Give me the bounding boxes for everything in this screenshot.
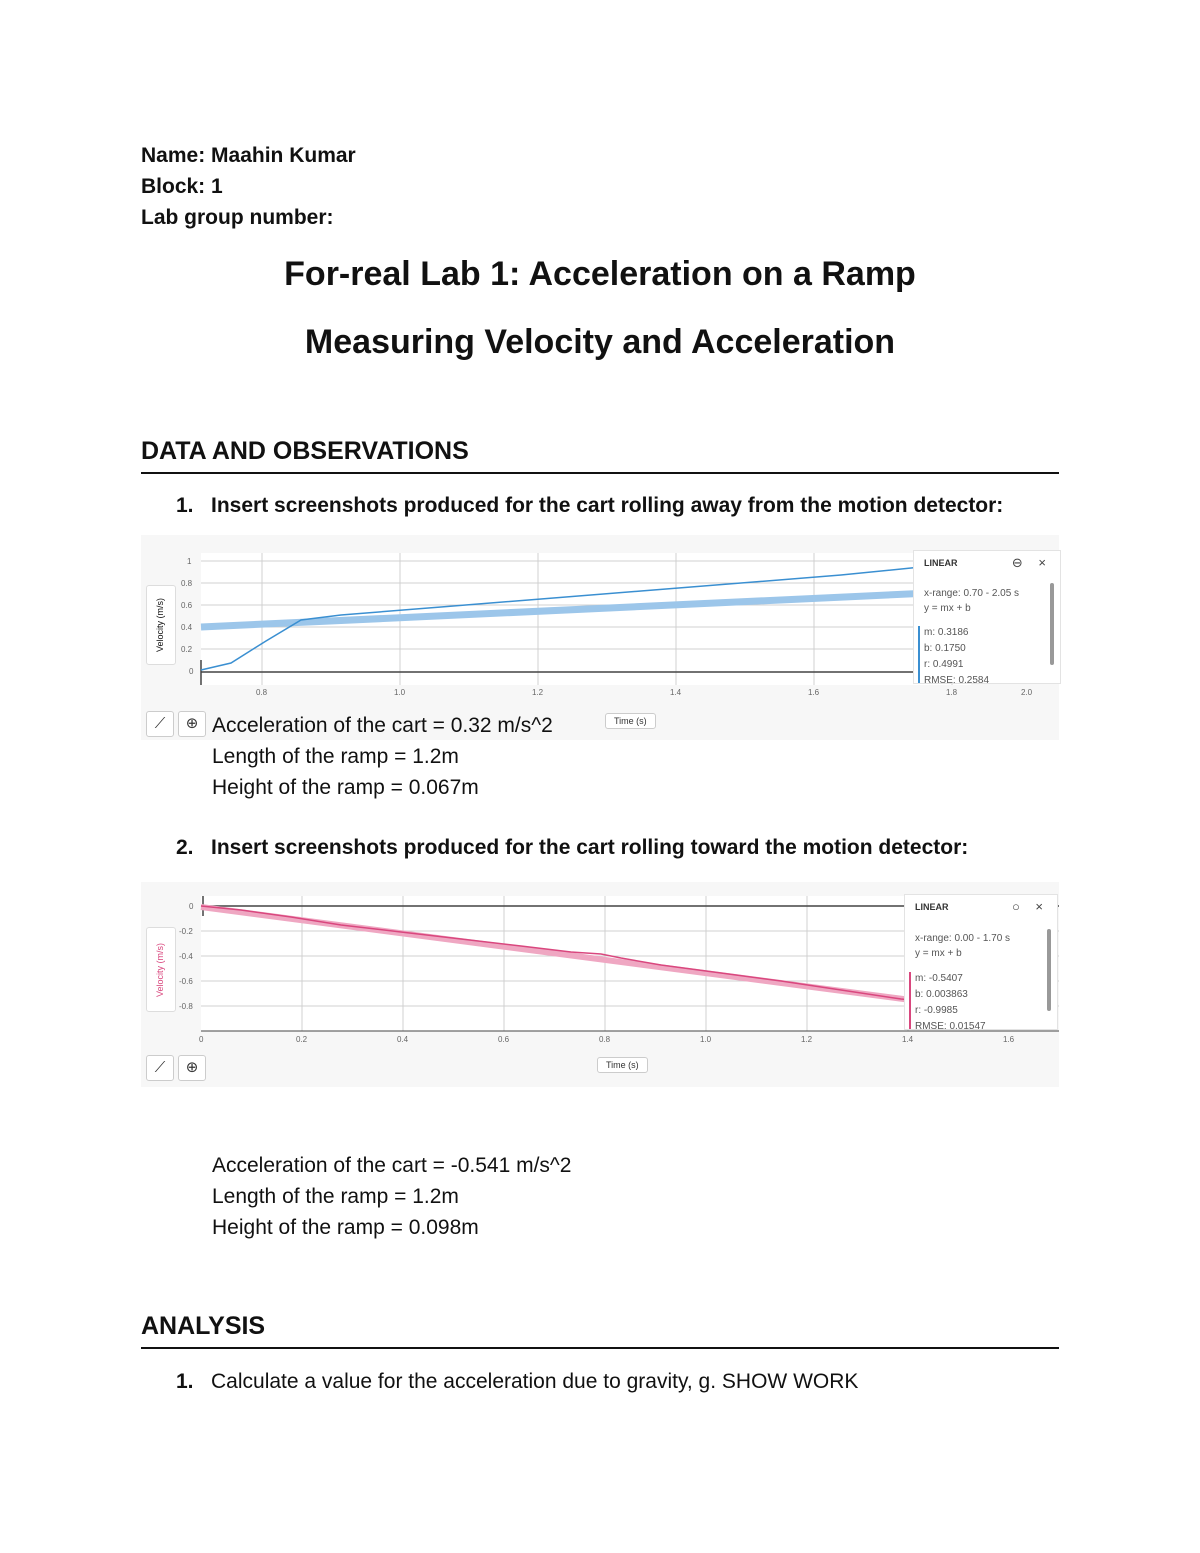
x-tick: 1.0 <box>700 1035 712 1044</box>
lab-subtitle: Measuring Velocity and Acceleration <box>304 323 896 361</box>
fit-slope: m: -0.5407 <box>915 973 963 984</box>
y-tick: -0.4 <box>179 952 193 961</box>
y-tick: 1 <box>187 557 192 566</box>
x-tick: 0 <box>199 1035 204 1044</box>
graph-tool-icon[interactable]: ⟋ <box>146 1055 174 1081</box>
fit-intercept: b: 0.003863 <box>915 989 968 1000</box>
graph-tool-icon[interactable]: ⟋ <box>146 711 174 737</box>
y-tick: -0.8 <box>179 1002 193 1011</box>
fit-equation: y = mx + b <box>915 948 962 959</box>
x-axis-label-button[interactable]: Time (s) <box>605 713 656 729</box>
analysis-question-1-text: Calculate a value for the acceleration due to gravity, g. SHOW WORK <box>211 1370 859 1393</box>
x-tick: 2.0 <box>1021 688 1033 697</box>
x-tick: 1.0 <box>394 688 406 697</box>
x-tick: 1.4 <box>670 688 682 697</box>
away-acceleration: Acceleration of the cart = 0.32 m/s^2 <box>212 714 553 737</box>
toward-results <box>212 1150 571 1243</box>
question-1-text: Insert screenshots produced for the cart rolling away from the motion detector: <box>211 494 1004 517</box>
x-tick: 1.2 <box>532 688 544 697</box>
fit-panel-title: LINEAR <box>915 902 949 912</box>
away-ramp-length: Length of the ramp = 1.2m <box>212 745 459 768</box>
y-tick: 0.4 <box>181 623 193 632</box>
section-data-observations: DATA AND OBSERVATIONS <box>141 437 1059 474</box>
student-name: Name: Maahin Kumar <box>141 144 356 167</box>
x-axis-label-button[interactable]: Time (s) <box>597 1057 648 1073</box>
x-tick: 1.6 <box>808 688 820 697</box>
fit-panel-title: LINEAR <box>924 558 958 568</box>
fit-panel-scrollbar[interactable] <box>1050 583 1054 665</box>
lab-title: For-real Lab 1: Acceleration on a Ramp <box>284 255 916 293</box>
question-2 <box>176 836 968 860</box>
lab-group-number: Lab group number: <box>141 206 334 229</box>
fit-color-bar <box>909 972 911 1029</box>
question-2-number: 2. <box>176 836 194 859</box>
x-tick: 1.6 <box>1003 1035 1015 1044</box>
analysis-question-1-number: 1. <box>176 1370 194 1393</box>
section-analysis: ANALYSIS <box>141 1312 1059 1349</box>
x-tick: 1.8 <box>946 688 958 697</box>
fit-equation: y = mx + b <box>924 603 971 614</box>
fit-panel-scrollbar[interactable] <box>1047 929 1051 1011</box>
x-tick: 0.8 <box>599 1035 611 1044</box>
question-2-text: Insert screenshots produced for the cart rolling toward the motion detector: <box>211 836 969 859</box>
analysis-question-1 <box>176 1370 858 1394</box>
x-tick: 1.4 <box>902 1035 914 1044</box>
question-1 <box>176 494 1003 518</box>
fit-panel-controls[interactable]: ○ × <box>1011 899 1049 914</box>
block-number: Block: 1 <box>141 175 223 198</box>
x-tick: 0.2 <box>296 1035 308 1044</box>
fit-rmse: RMSE: 0.01547 <box>915 1021 986 1030</box>
fit-color-bar <box>918 626 920 683</box>
y-tick: 0 <box>189 902 194 911</box>
fit-x-range: x-range: 0.70 - 2.05 s <box>924 588 1020 599</box>
y-tick: 0.6 <box>181 601 193 610</box>
y-axis-label-button[interactable]: Velocity (m/s) <box>146 927 176 1012</box>
fit-correlation: r: 0.4991 <box>924 659 964 670</box>
away-results <box>212 710 553 803</box>
toward-ramp-length: Length of the ramp = 1.2m <box>212 1185 459 1208</box>
velocity-graph-toward <box>141 882 1059 1087</box>
y-tick: -0.6 <box>179 977 193 986</box>
x-tick: 0.6 <box>498 1035 510 1044</box>
toward-ramp-height: Height of the ramp = 0.098m <box>212 1216 479 1239</box>
plot-area <box>201 896 971 1031</box>
x-tick: 0.4 <box>397 1035 409 1044</box>
fit-panel-controls[interactable]: ⊖ × <box>1011 555 1052 570</box>
fit-rmse: RMSE: 0.2584 <box>924 675 990 684</box>
x-tick: 1.2 <box>801 1035 813 1044</box>
fit-x-range: x-range: 0.00 - 1.70 s <box>915 933 1011 944</box>
fit-slope: m: 0.3186 <box>924 627 969 638</box>
toward-acceleration: Acceleration of the cart = -0.541 m/s^2 <box>212 1154 572 1177</box>
zoom-icon[interactable]: ⊕ <box>178 1055 206 1081</box>
question-1-number: 1. <box>176 494 194 517</box>
away-ramp-height: Height of the ramp = 0.067m <box>212 776 479 799</box>
y-axis-label-button[interactable]: Velocity (m/s) <box>146 585 176 665</box>
linear-fit-panel <box>904 894 1058 1030</box>
fit-intercept: b: 0.1750 <box>924 643 966 654</box>
x-tick: 0.8 <box>256 688 268 697</box>
y-tick: -0.2 <box>179 927 193 936</box>
linear-fit-panel <box>913 550 1061 684</box>
y-tick: 0.8 <box>181 579 193 588</box>
fit-correlation: r: -0.9985 <box>915 1005 958 1016</box>
y-tick: 0.2 <box>181 645 193 654</box>
y-tick: 0 <box>189 667 194 676</box>
zoom-icon[interactable]: ⊕ <box>178 711 206 737</box>
